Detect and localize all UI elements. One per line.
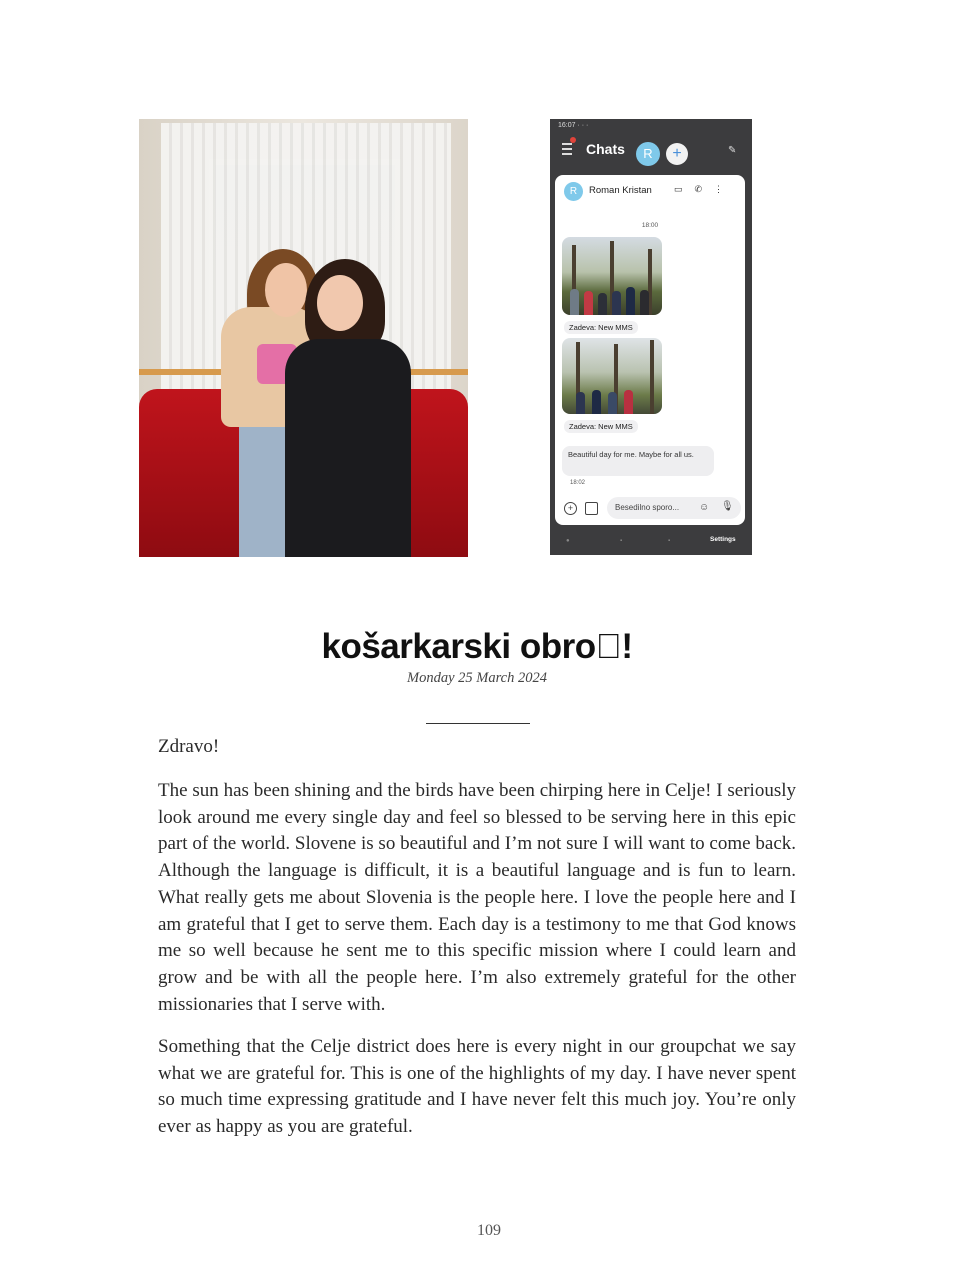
photo-two-friends [139, 119, 468, 557]
add-chat-button: + [666, 143, 688, 165]
mms-subject-2: Zadeva: New MMS [564, 420, 638, 433]
mms-subject-1: Zadeva: New MMS [564, 321, 638, 334]
status-bar: 16:07 · · · [558, 122, 589, 129]
chats-title: Chats [586, 141, 625, 157]
mms-image-group [562, 237, 662, 315]
notification-badge [570, 137, 576, 143]
add-icon: + [564, 502, 577, 515]
user-avatar: R [636, 142, 660, 166]
bottom-navigation [550, 529, 752, 555]
menu-icon [562, 143, 572, 155]
message-composer [607, 497, 741, 519]
contact-name: Roman Kristan [589, 185, 652, 196]
post-date: Monday 25 March 2024 [406, 670, 547, 686]
mic-icon: 🎙 [721, 501, 734, 512]
message-bubble: Beautiful day for me. Maybe for all us. [562, 446, 714, 476]
people-nav-icon: ▪ [668, 538, 671, 544]
photo-person-right [279, 259, 419, 557]
emoji-icon: ☺ [699, 502, 710, 513]
chats-nav-icon: ● [566, 538, 570, 544]
paragraph-2: Something that the Celje district does here is every night in our groupchat we say what we are grateful for. This is one of the highlights of my day. I have never spent so much time expressing gratitude and I have never felt this much joy. You’re only ever as happy as you are grateful. [158, 1036, 796, 1138]
message-time: 18:00 [641, 222, 659, 229]
phone-screenshot [550, 119, 752, 555]
contact-avatar: R [564, 182, 583, 201]
call-icons: ▭✆⋮ [673, 184, 735, 194]
pencil-icon: ✎ [728, 145, 737, 156]
composer-placeholder: Besedilno sporo... [615, 503, 680, 512]
gallery-icon [585, 502, 598, 515]
conversation-card [555, 175, 745, 525]
calls-nav-icon: ▪ [620, 538, 623, 544]
settings-nav-label: Settings [710, 536, 736, 543]
post-title: košarkarski obro ! [321, 627, 633, 666]
page-number: 109 [477, 1222, 501, 1239]
paragraph-1: The sun has been shining and the birds have been chirping here in Celje! I seriously look around me every single day and feel so blessed to be serving here in this epic part of the world. Slovene is so beautiful and I’m not sure I will want to come back. Although the language is difficult, it is a beautiful language and is fun to learn. What really gets me about Slovenia is the people here. I love the people here and I am grateful that I get to serve them. Each day is a testimony to me that God knows me so well because he sent me to this specific mission where I could learn and grow and be with all the people here. I’m also extremely grateful for the other missionaries that I serve with. [158, 780, 796, 1015]
title-divider [426, 723, 530, 724]
greeting: Zdravo! [158, 736, 220, 757]
message-time-2: 18:02 [570, 480, 586, 486]
mms-image-park [562, 338, 662, 414]
